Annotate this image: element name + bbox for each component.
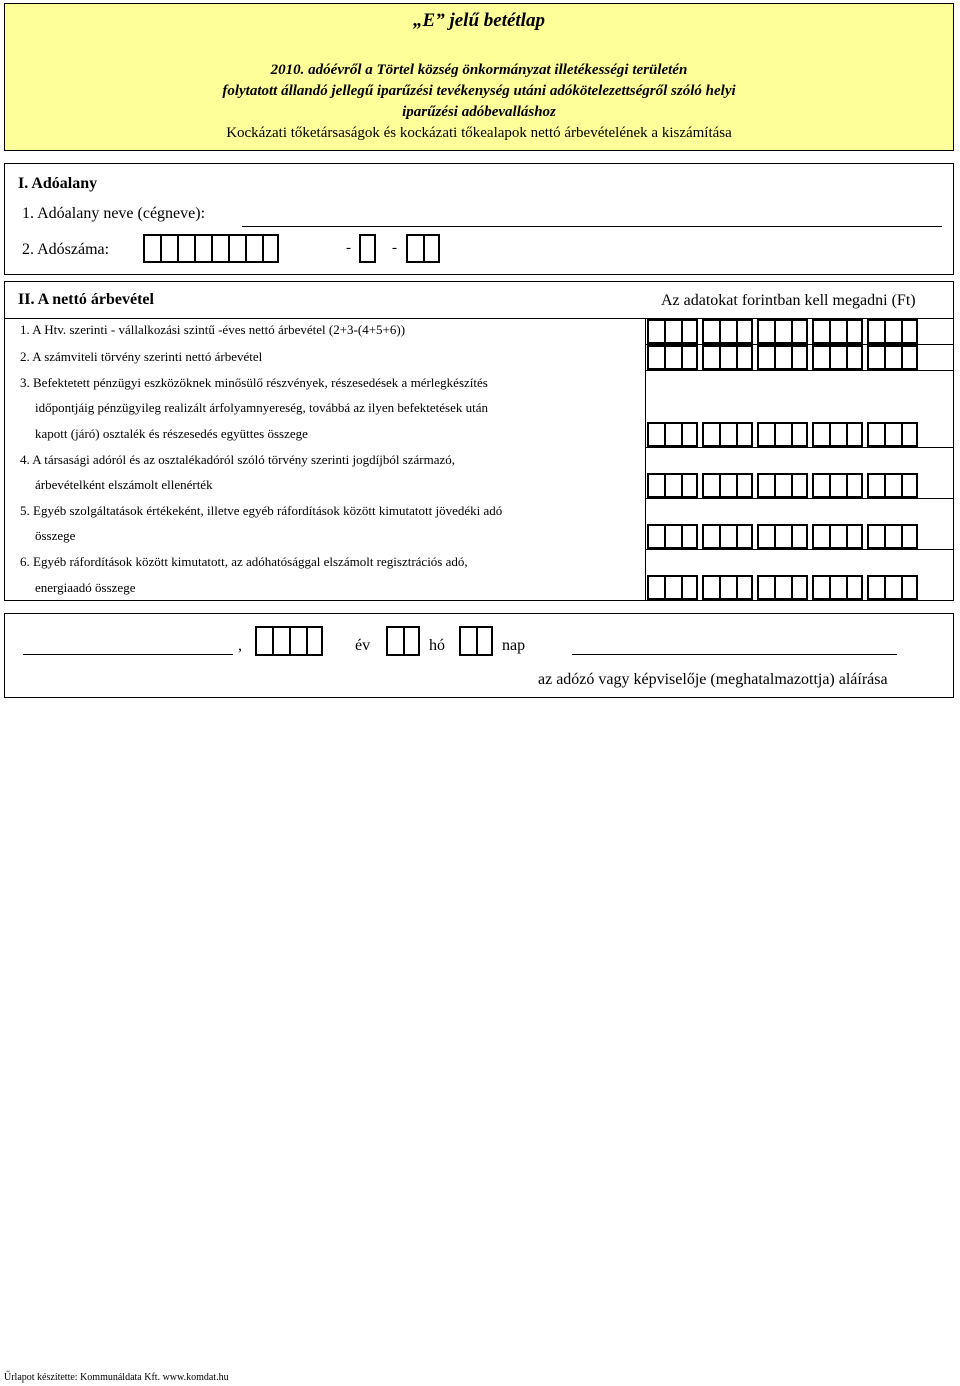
tax-number-county-boxes[interactable]	[406, 234, 440, 263]
row-divider	[645, 370, 953, 371]
row-1-amount-boxes[interactable]	[647, 319, 918, 344]
place-comma: ,	[238, 637, 242, 654]
year-label: év	[355, 637, 371, 654]
row-4-amount-boxes[interactable]	[647, 473, 918, 498]
row-6-label-1: 6. Egyéb ráfordítások között kimutatott, az adóhatósággal elszámolt regisztrációs adó,	[20, 554, 468, 569]
header-line-3: iparűzési adóbevalláshoz	[402, 104, 556, 120]
tax-number-dash-1: -	[346, 240, 351, 256]
section-taxpayer	[4, 163, 954, 275]
row-4-label-1: 4. A társasági adóról és az osztalékadóról szóló törvény szerinti jogdíjból származó,	[20, 452, 456, 467]
value-column-divider	[645, 318, 646, 600]
form-header	[4, 3, 954, 151]
row-divider	[645, 549, 953, 550]
form-footer: Űrlapot készítette: Kommunáldata Kft. www.komdat.hu	[4, 1372, 229, 1383]
currency-note: Az adatokat forintban kell megadni (Ft)	[661, 292, 916, 309]
month-boxes[interactable]	[386, 626, 420, 656]
day-boxes[interactable]	[459, 626, 493, 656]
row-divider	[645, 498, 953, 499]
row-3-label-3: kapott (járó) osztalék és részesedés együttes összege	[35, 426, 308, 441]
row-3-amount-boxes[interactable]	[647, 422, 918, 447]
place-field[interactable]	[23, 654, 233, 655]
row-6-amount-boxes[interactable]	[647, 575, 918, 600]
signature-label: az adózó vagy képviselője (meghatalmazottja) aláírása	[538, 671, 888, 688]
tax-number-vat-box[interactable]	[359, 234, 376, 263]
taxpayer-name-label: 1. Adóalany neve (cégneve):	[22, 205, 206, 222]
header-line-4: Kockázati tőketársaságok és kockázati tőkealapok nettó árbevételének a kiszámítása	[226, 125, 732, 141]
header-line-1: 2010. adóévről a Törtel község önkormányzat illetékességi területén	[270, 62, 688, 78]
row-3-label-2: időpontjáig pénzügyileg realizált árfolyamnyereség, továbbá az ilyen befektetések után	[35, 400, 489, 415]
row-2-label: 2. A számviteli törvény szerinti nettó árbevétel	[20, 349, 263, 364]
taxpayer-name-field[interactable]	[242, 226, 942, 227]
row-5-amount-boxes[interactable]	[647, 524, 918, 549]
section-2-heading: II. A nettó árbevétel	[18, 291, 154, 308]
row-5-label-1: 5. Egyéb szolgáltatások értékeként, illetve egyéb ráfordítások között kimutatott jövedéki adó	[20, 503, 503, 518]
section-1-heading: I. Adóalany	[18, 175, 98, 192]
row-1-label: 1. A Htv. szerinti - vállalkozási szintű -éves nettó árbevétel (2+3-(4+5+6))	[20, 322, 406, 337]
row-2-amount-boxes[interactable]	[647, 345, 918, 370]
section-signature	[4, 613, 954, 698]
row-5-label-2: összege	[35, 528, 76, 543]
tax-number-main-boxes[interactable]	[143, 234, 279, 263]
row-4-label-2: árbevételként elszámolt ellenérték	[35, 477, 213, 492]
year-boxes[interactable]	[255, 626, 323, 656]
row-divider	[645, 447, 953, 448]
form-title: „E” jelű betétlap	[413, 10, 545, 31]
tax-number-dash-2: -	[392, 240, 397, 256]
signature-field[interactable]	[572, 654, 897, 655]
month-label: hó	[429, 637, 445, 654]
header-line-2: folytatott állandó jellegű iparűzési tevékenység utáni adókötelezettségről szóló helyi	[222, 83, 736, 99]
tax-number-label: 2. Adószáma:	[22, 241, 110, 258]
row-6-label-2: energiaadó összege	[35, 580, 136, 595]
day-label: nap	[502, 637, 526, 654]
section-net-revenue	[4, 281, 954, 601]
row-3-label-1: 3. Befektetett pénzügyi eszközöknek minősülő részvények, részesedések a mérlegkészítés	[20, 375, 488, 390]
